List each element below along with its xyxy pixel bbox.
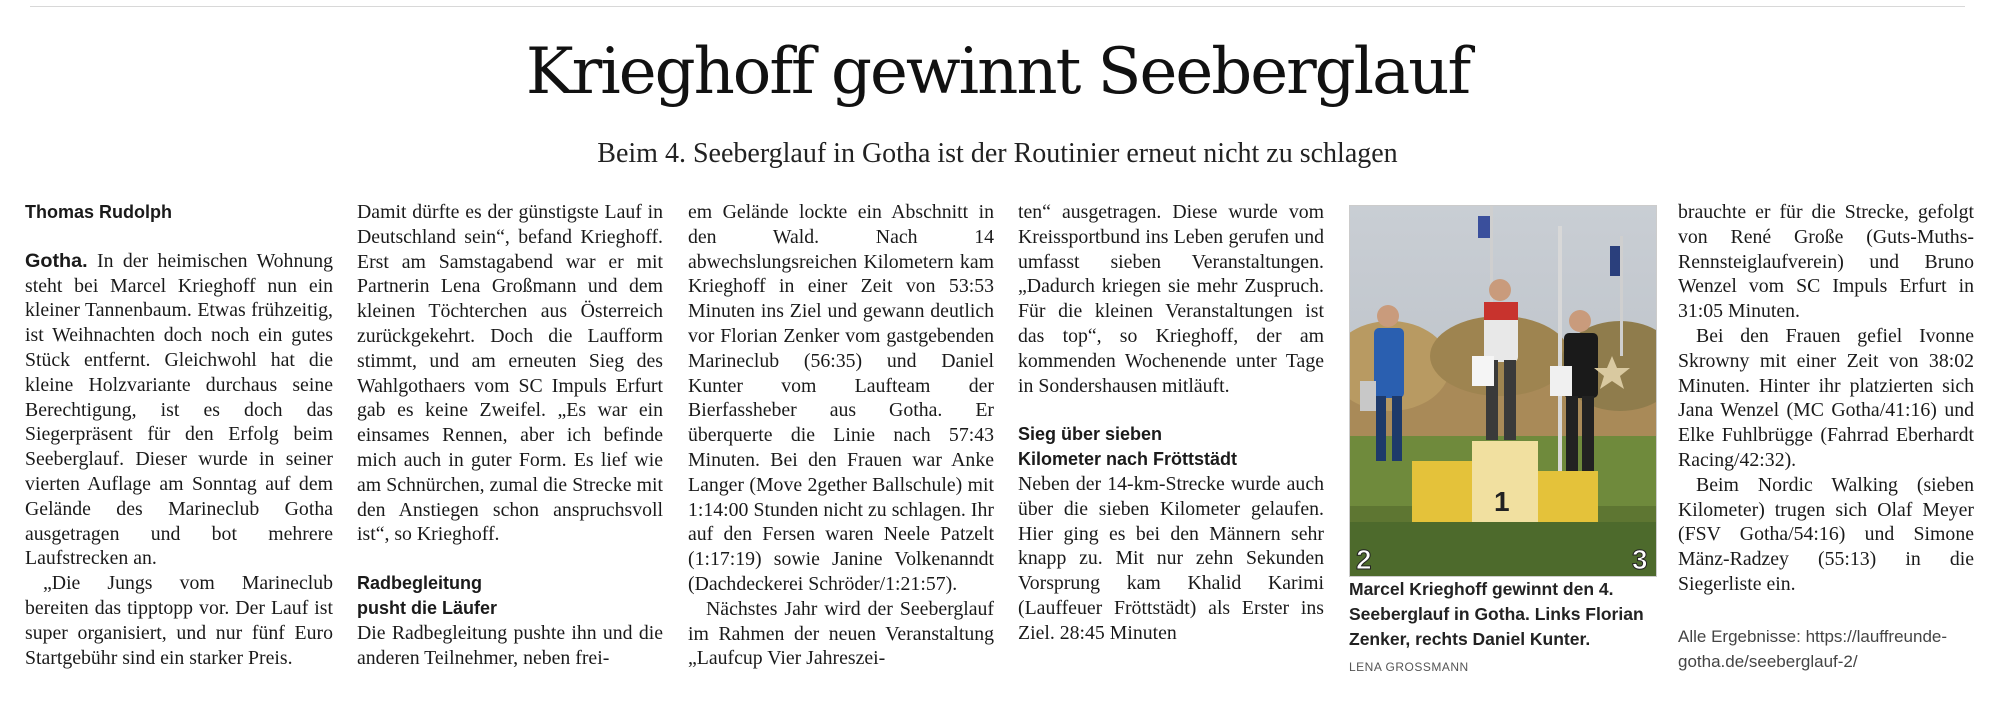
section-subhead: Sieg über sieben Kilometer nach Fröttstädt <box>1018 424 1238 470</box>
article-column-3 <box>688 200 994 671</box>
photo-credit: LENA GROSSMANN <box>1349 660 1469 674</box>
paragraph: „Die Jungs vom Marineclub bereiten das tipptopp vor. Der Lauf ist super organisiert, und nur fünf Euro Startgebühr sind ein starker Preis. <box>25 572 333 669</box>
top-rule <box>30 6 1965 7</box>
article-column-6 <box>1678 200 1974 597</box>
paragraph: Beim Nordic Walking (sieben Kilometer) trugen sich Olaf Meyer (FSV Gotha/54:16) und Simone Mänz-Radzey (55:13) in die Siegerliste ein. <box>1678 473 1974 595</box>
photo-caption: Marcel Krieghoff gewinnt den 4. Seeberglauf in Gotha. Links Florian Zenker, rechts Daniel Kunter. <box>1349 579 1644 649</box>
section-subhead: Radbegleitung pusht die Läufer <box>357 573 498 618</box>
dateline: Gotha. <box>25 249 88 272</box>
paragraph: Nächstes Jahr wird der Seeberglauf im Rahmen der neuen Veranstaltung „Laufcup Vier Jahreszei- <box>688 597 994 670</box>
article-column-2 <box>357 200 663 670</box>
paragraph: brauchte er für die Strecke, gefolgt von René Große (Guts-Muths-Rennsteiglaufverein) und Bruno Wenzel vom SC Impuls Erfurt in 31:05 Minuten. <box>1678 201 1974 323</box>
podium-number: 3 <box>1632 544 1648 575</box>
paragraph: Damit dürfte es der günstigste Lauf in Deutschland sein“, befand Krieghoff. Erst am Samstagabend war er mit Partnerin Lena Großmann und dem kleinen Töchterchen aus Österreich zurückgekehrt. Doch die Laufform stimmt, und am erneuten Sieg des Wahlgothaers vom SC Impuls Erfurt gab es keine Zweifel. „Es war ein einsames Rennen, aber ich befinde mich auch in guter Form. Es lief wie am Schnürchen, zumal die Strecke mit den Anstiegen schon anspruchsvoll ist“, so Krieghoff. <box>357 201 663 546</box>
article-column-1 <box>25 200 333 670</box>
paragraph <box>25 249 333 571</box>
paragraph-text: In der heimischen Wohnung steht bei Marcel Krieghoff nun ein kleiner Tannenbaum. Etwas frühzeitig, ist Weihnachten doch noch ein gutes Stück entfernt. Gleichwohl hat die kleine Holzvariante durchaus seine Berechtigung, ist es doch das Siegerpräsent für den Erfolg beim Seeberglauf. Dieser wurde in seiner vierten Auflage am Sonntag auf dem Gelände des Marineclub Gotha ausgetragen und bot mehrere Laufstrecken an. <box>25 249 334 570</box>
paragraph: ten“ ausgetragen. Diese wurde vom Kreissportbund ins Leben gerufen und umfasst sieben Veranstaltungen. „Dadurch kriegen sie mehr Zuspruch. Für die kleinen Veranstaltungen ist das top“, so Krieghoff, der am kommenden Wochenende unter Tage in Sondershausen mitläuft. <box>1018 201 1324 397</box>
article-column-4 <box>1018 200 1324 646</box>
podium-number: 2 <box>1356 544 1372 575</box>
paragraph: Neben der 14-km-Strecke wurde auch über die sieben Kilometer gelaufen. Hier ging es bei den Männern sehr knapp zu. Mit nur zehn Sekunden Vorsprung kam Khalid Karimi (Lauffeuer Fröttstädt) als Erster ins Ziel. 28:45 Minuten <box>1018 472 1324 644</box>
paragraph: Die Radbegleitung pushte ihn und die anderen Teilnehmer, neben frei- <box>357 621 663 669</box>
podium-number: 1 <box>1494 486 1510 517</box>
podium-photo <box>1349 205 1657 577</box>
paragraph: em Gelände lockte ein Abschnitt in den Wald. Nach 14 abwechslungsreichen Kilometern kam Krieghoff in einer Zeit von 53:53 Minuten ins Ziel und gewann deutlich vor Florian Zenker vom gastgebenden Marineclub (56:35) und Daniel Kunter vom Laufteam der Bierfassheber aus Gotha. Er überquerte die Linie nach 57:43 Minuten. Bei den Frauen war Anke Langer (Move 2gether Ballschule) mit 1:14:00 Stunden nicht zu schlagen. Ihr auf den Fersen waren Neele Patzelt (1:17:19) sowie Janine Volkenanndt (Dachdeckerei Schröder/1:21:57). <box>688 201 994 595</box>
subheadline: Beim 4. Seeberglauf in Gotha ist der Routinier erneut nicht zu schlagen <box>597 138 1398 169</box>
results-link[interactable]: Alle Ergebnisse: https://lauffreunde-gotha.de/seeberglauf-2/ <box>1678 627 1948 671</box>
headline: Krieghoff gewinnt Seeberglauf <box>525 35 1470 109</box>
author-name: Thomas Rudolph <box>25 202 172 222</box>
podium-photo-illustration <box>1350 206 1656 576</box>
paragraph: Bei den Frauen gefiel Ivonne Skrowny mit einer Zeit von 38:02 Minuten. Hinter ihr platzierten sich Jana Wenzel (MC Gotha/41:16) und Elke Fuhlbrügge (Fahrrad Eberhardt Racing/42:32). <box>1678 324 1974 471</box>
